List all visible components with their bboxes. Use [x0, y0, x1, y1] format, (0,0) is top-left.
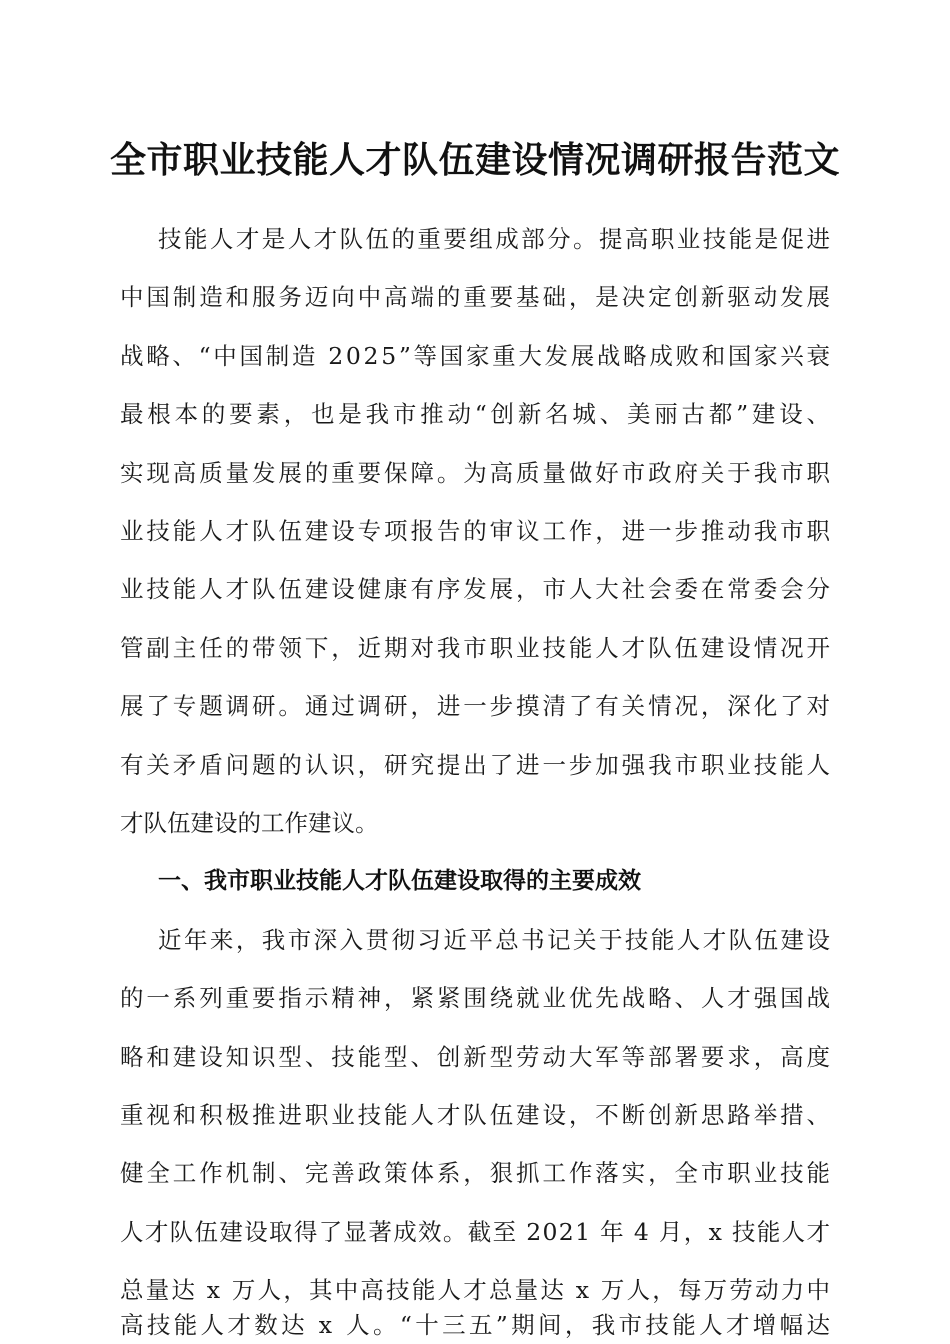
paragraph-line: 业技能人才队伍建设专项报告的审议工作，进一步推动我市职: [120, 517, 833, 545]
paragraph-line: 人才队伍建设取得了显著成效。截至 2021 年 4 月，x 技能人才: [120, 1217, 832, 1246]
paragraph-line: 中国制造和服务迈向中高端的重要基础，是决定创新驱动发展: [120, 283, 833, 312]
paragraph-line: 技能人才是人才队伍的重要组成部分。提高职业技能是促进: [158, 225, 833, 253]
paragraph-line: 业技能人才队伍建设健康有序发展，市人大社会委在常委会分: [120, 575, 833, 604]
paragraph-line: 健全工作机制、完善政策体系，狠抓工作落实，全市职业技能: [120, 1159, 833, 1188]
paragraph-line: 最根本的要素，也是我市推动“创新名城、美丽古都”建设、: [120, 400, 834, 429]
paragraph-line: 略和建设知识型、技能型、创新型劳动大军等部署要求，高度: [120, 1042, 833, 1071]
paragraph-line: 有关矛盾问题的认识，研究提出了进一步加强我市职业技能人: [120, 750, 833, 779]
document-title: 全市职业技能人才队伍建设情况调研报告范文: [109, 139, 840, 181]
paragraph-line: 战略、“中国制造 2025”等国家重大发展战略成败和国家兴衰: [120, 341, 833, 370]
paragraph-line: 实现高质量发展的重要保障。为高质量做好市政府关于我市职: [120, 458, 833, 487]
paragraph-line: 的一系列重要指示精神，紧紧围绕就业优先战略、人才强国战: [120, 984, 833, 1013]
paragraph-line: 高技能人才数达 x 人。“十三五”期间，我市技能人才增幅达: [120, 1311, 834, 1339]
paragraph-line: 管副主任的带领下，近期对我市职业技能人才队伍建设情况开: [120, 633, 833, 662]
paragraph-line: 才队伍建设的工作建议。: [120, 809, 379, 837]
paragraph-line: 总量达 x 万人，其中高技能人才总量达 x 万人，每万劳动力中: [120, 1276, 833, 1305]
paragraph-line: 展了专题调研。通过调研，进一步摸清了有关情况，深化了对: [120, 692, 833, 721]
paragraph-line: 重视和积极推进职业技能人才队伍建设，不断创新思路举措、: [120, 1101, 833, 1129]
section-heading: 一、我市职业技能人才队伍建设取得的主要成效: [158, 868, 641, 895]
paragraph-line: 近年来，我市深入贯彻习近平总书记关于技能人才队伍建设: [158, 925, 833, 954]
